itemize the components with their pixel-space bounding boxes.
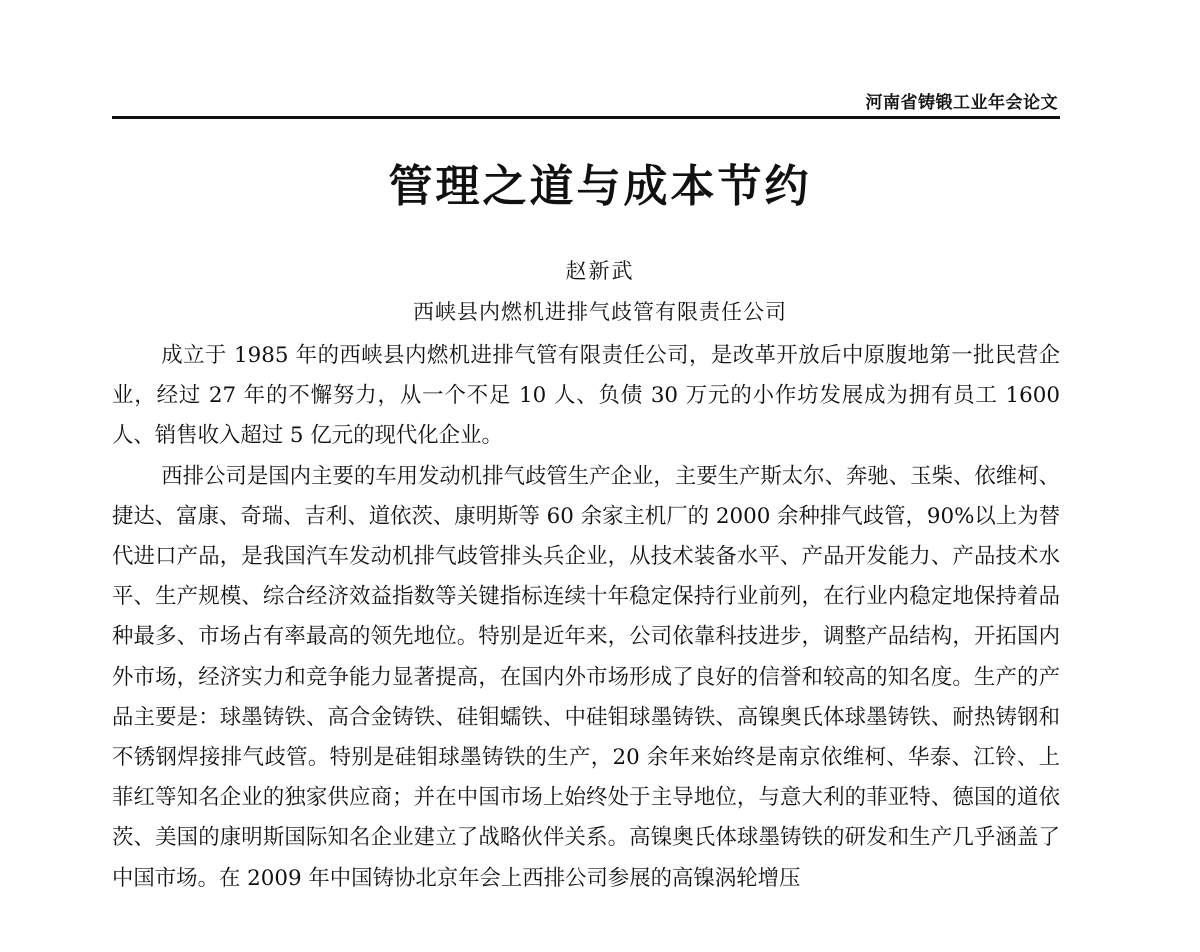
article-body (112, 336, 1060, 899)
body-paragraph: 西排公司是国内主要的车用发动机排气歧管生产企业，主要生产斯太尔、奔驰、玉柴、依维柯、捷达、富康、奇瑞、吉利、道依茨、康明斯等 60 余家主机厂的 2000 余种排气歧管，90%以上为替代进口产品，是我国汽车发动机排气歧管排头兵企业，从技术装备水平、产品开发能力、产品技术水平、生产规模、综合经济效益指数等关键指标连续十年稳定保持行业前列，在行业内稳定地保持着品种最多、市场占有率最高的领先地位。特别是近年来，公司依靠科技进步，调整产品结构，开拓国内外市场，经济实力和竞争能力显著提高，在国内外市场形成了良好的信誉和较高的知名度。生产的产品主要是：球墨铸铁、高合金铸铁、硅钼蠕铁、中硅钼球墨铸铁、高镍奥氏体球墨铸铁、耐热铸钢和不锈钢焊接排气歧管。特别是硅钼球墨铸铁的生产，20 余年来始终是南京依维柯、华泰、江铃、上菲红等知名企业的独家供应商；并在中国市场上始终处于主导地位，与意大利的菲亚特、德国的道依茨、美国的康明斯国际知名企业建立了战略伙伴关系。高镍奥氏体球墨铸铁的研发和生产几乎涵盖了中国市场。在 2009 年中国铸协北京年会上西排公司参展的高镍涡轮增压 (112, 463, 1060, 891)
body-paragraph: 成立于 1985 年的西峡县内燃机进排气管有限责任公司，是改革开放后中原腹地第一批民营企业，经过 27 年的不懈努力，从一个不足 10 人、负债 30 万元的小作坊发展成为拥有员工 1600 人、销售收入超过 5 亿元的现代化企业。 (112, 343, 1060, 449)
article-title: 管理之道与成本节约 (388, 161, 812, 212)
running-header: 河南省铸锻工业年会论文 (865, 93, 1058, 113)
author-affiliation: 西峡县内燃机进排气歧管有限责任公司 (413, 300, 787, 324)
author-name: 赵新武 (565, 259, 635, 283)
header-rule (112, 116, 1060, 119)
